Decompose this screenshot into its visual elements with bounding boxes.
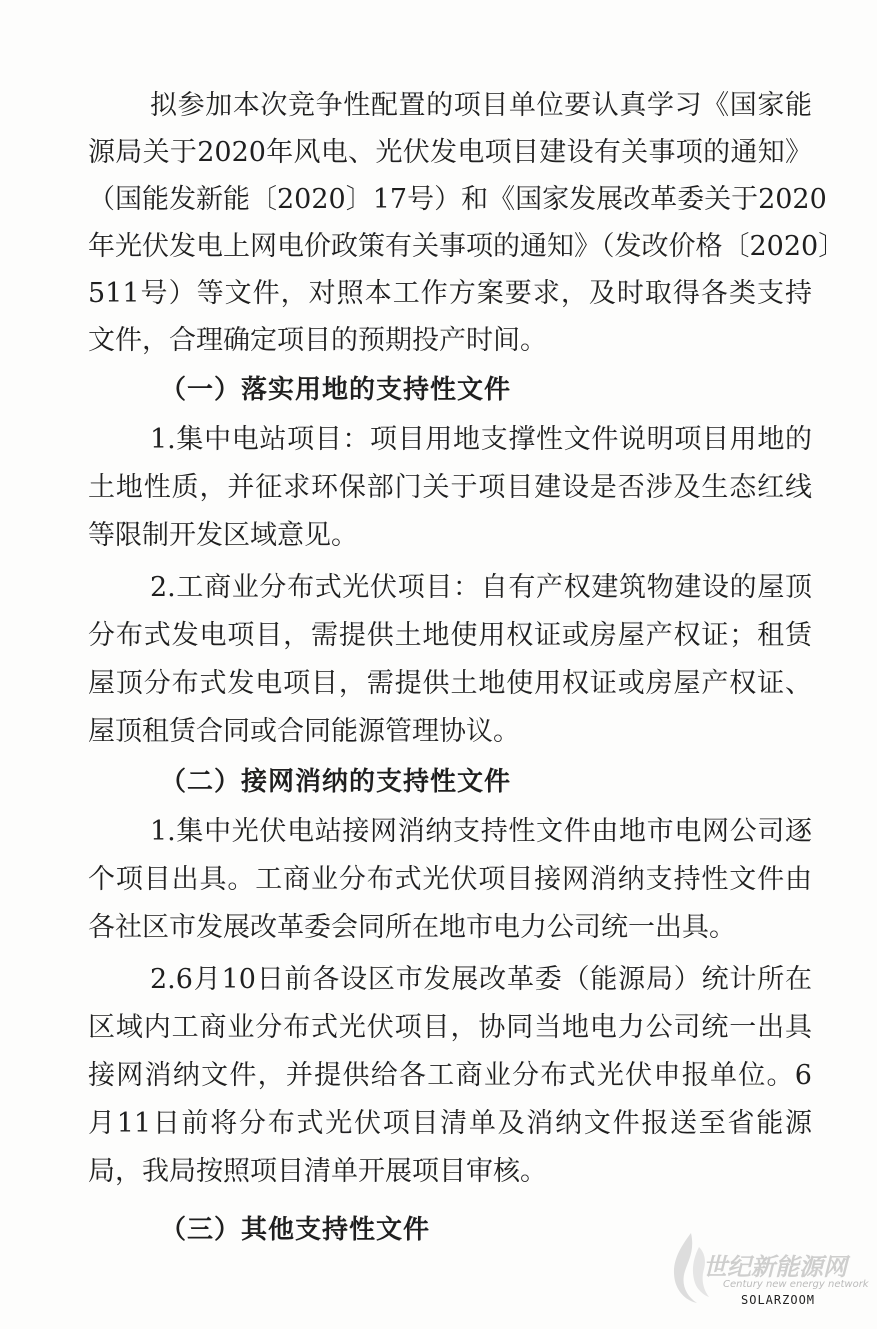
section-1-item-2-line-4: 屋顶租赁合同或合同能源管理协议。 (88, 716, 520, 747)
section-1-item-1-line-3: 等限制开发区域意见。 (88, 520, 358, 551)
watermark-brand-text: SOLARZOOM (741, 1293, 816, 1307)
section-2-item-2-line-4: 月11日前将分布式光伏项目清单及消纳文件报送至省能源 (88, 1108, 812, 1139)
section-1-item-2-line-2: 分布式发电项目，需提供土地使用权证或房屋产权证；租赁 (88, 620, 812, 651)
section-2-item-1-line-1: 1.集中光伏电站接网消纳支持性文件由地市电网公司逐 (150, 816, 812, 847)
section-1-item-2-line-3: 屋顶分布式发电项目，需提供土地使用权证或房屋产权证、 (88, 668, 812, 699)
section-2-item-1-line-3: 各社区市发展改革委会同所在地市电力公司统一出具。 (88, 912, 736, 943)
intro-line-4: 年光伏发电上网电价政策有关事项的通知》（发改价格〔2020〕 (88, 231, 846, 262)
intro-line-1: 拟参加本次竞争性配置的项目单位要认真学习《国家能 (150, 90, 812, 121)
watermark-cn-text: 世纪新能源网 (703, 1253, 847, 1281)
watermark (661, 1229, 871, 1319)
section-1-heading: （一）落实用地的支持性文件 (160, 375, 512, 405)
section-2-heading: （二）接网消纳的支持性文件 (160, 767, 512, 797)
section-1-item-1-line-1: 1.集中电站项目：项目用地支撑性文件说明项目用地的 (150, 424, 812, 455)
section-1-item-1-line-2: 土地性质，并征求环保部门关于项目建设是否涉及生态红线 (88, 472, 812, 503)
intro-line-6: 文件，合理确定项目的预期投产时间。 (88, 325, 547, 356)
section-2-item-2-line-1: 2.6月10日前各设区市发展改革委（能源局）统计所在 (150, 964, 812, 995)
section-2-item-2-line-3: 接网消纳文件，并提供给各工商业分布式光伏申报单位。6 (88, 1060, 812, 1091)
section-3-heading: （三）其他支持性文件 (160, 1215, 431, 1245)
section-2-item-2-line-2: 区域内工商业分布式光伏项目，协同当地电力公司统一出具 (88, 1012, 812, 1043)
intro-line-2: 源局关于2020年风电、光伏发电项目建设有关事项的通知》 (88, 137, 812, 168)
watermark-en-text: Century new energy network (723, 1279, 869, 1290)
section-2-item-1-line-2: 个项目出具。工商业分布式光伏项目接网消纳支持性文件由 (88, 864, 812, 895)
section-1-item-2-line-1: 2.工商业分布式光伏项目：自有产权建筑物建设的屋顶 (150, 572, 812, 603)
intro-line-3: （国能发新能〔2020〕17号）和《国家发展改革委关于2020 (88, 184, 827, 215)
intro-line-5: 511号）等文件，对照本工作方案要求，及时取得各类支持 (88, 278, 812, 309)
section-2-item-2-line-5: 局，我局按照项目清单开展项目审核。 (88, 1156, 547, 1187)
